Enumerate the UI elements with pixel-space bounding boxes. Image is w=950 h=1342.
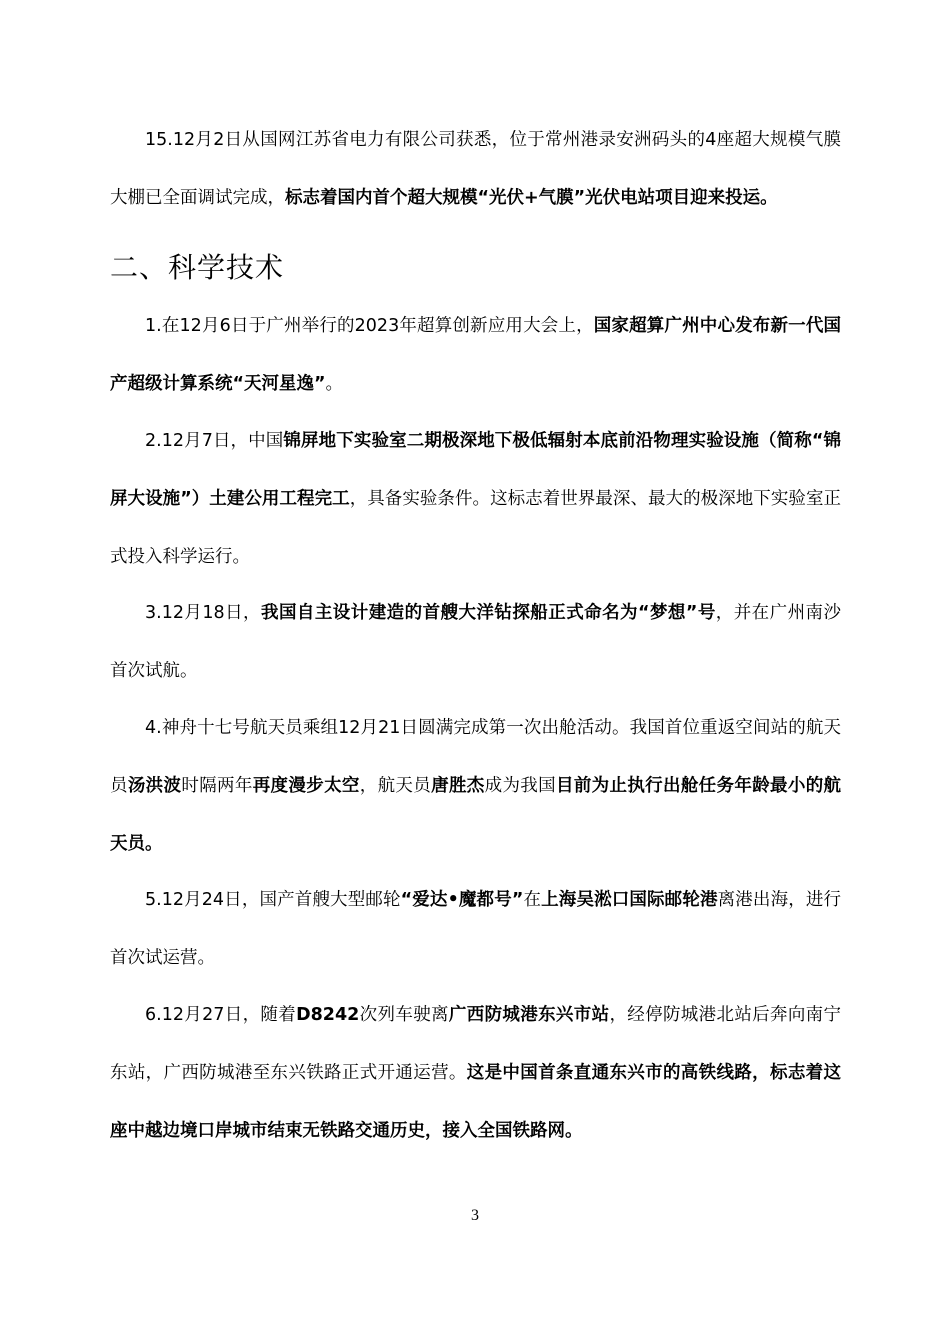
paragraph-item-4 bbox=[110, 699, 841, 873]
paragraph-text: 6.12月27日，随着 bbox=[145, 1005, 297, 1025]
paragraph-text: 4.神舟十七号航天员乘组12月21日圆满完成第一次出舱活动。我国首位重返空间站的航天员 bbox=[110, 718, 841, 796]
paragraph-text: ，并在广州南沙首次试航。 bbox=[110, 603, 841, 681]
paragraph-text: ，具备实验条件。这标志着世界最深、最大的极深地下实验室正式投入科学运行。 bbox=[110, 489, 841, 567]
paragraph-bold-text: 上海吴淞口国际邮轮港 bbox=[541, 890, 718, 910]
paragraph-item-3 bbox=[110, 584, 841, 700]
paragraph-text: 1.在12月6日于广州举行的2023年超算创新应用大会上， bbox=[145, 316, 594, 336]
paragraph-text: 在 bbox=[523, 890, 542, 910]
paragraph-item-6 bbox=[110, 986, 841, 1160]
section-heading: 二、科学技术 bbox=[110, 251, 285, 284]
paragraph-text: 3.12月18日， bbox=[145, 603, 261, 623]
paragraph-text: 15.12月2日从国网江苏省电力有限公司获悉，位于常州港录安洲码头的4座超大规模气膜大棚已全面调试完成， bbox=[110, 130, 841, 208]
paragraph-item-5 bbox=[110, 871, 841, 987]
paragraph-bold-text: 国家超算广州中心发布新一代国产超级计算系统“天河星逸” bbox=[110, 316, 841, 394]
paragraph-item-15 bbox=[110, 111, 841, 227]
paragraph-bold-text: 这是中国首条直通东兴市的高铁线路，标志着这座中越边境口岸城市结束无铁路交通历史，接入全国铁路网。 bbox=[110, 1063, 841, 1141]
paragraph-text: 离港出海，进行首次试运营。 bbox=[110, 890, 842, 968]
paragraph-bold-text: “爱达•魔都号” bbox=[400, 890, 524, 910]
paragraph-text: 2.12月7日，中国 bbox=[145, 431, 284, 451]
paragraph-text: 成为我国 bbox=[484, 776, 556, 796]
paragraph-bold-text: 目前为止执行出舱任务年龄最小的航天员。 bbox=[110, 776, 842, 854]
paragraph-item-2 bbox=[110, 412, 841, 586]
paragraph-bold-text: 锦屏地下实验室二期极深地下极低辐射本底前沿物理实验设施（简称“锦屏大设施”）土建公用工程完工 bbox=[110, 431, 842, 509]
paragraph-text: 5.12月24日，国产首艘大型邮轮 bbox=[145, 890, 401, 910]
paragraph-bold-text: 汤洪波 bbox=[127, 776, 182, 796]
paragraph-text: 次列车驶离 bbox=[359, 1005, 449, 1025]
paragraph-item-1 bbox=[110, 297, 841, 413]
paragraph-text: ，经停防城港北站后奔向南宁东站，广西防城港至东兴铁路正式开通运营。 bbox=[110, 1005, 842, 1083]
paragraph-bold-text: 再度漫步太空 bbox=[252, 776, 360, 796]
paragraph-text: 时隔两年 bbox=[181, 776, 253, 796]
paragraph-text: 。 bbox=[325, 374, 344, 394]
paragraph-text: ，航天员 bbox=[359, 776, 432, 796]
paragraph-bold-text: 标志着国内首个超大规模“光伏+气膜”光伏电站项目迎来投运。 bbox=[285, 188, 778, 208]
paragraph-bold-text: 我国自主设计建造的首艘大洋钻探船正式命名为“梦想”号 bbox=[261, 603, 716, 623]
paragraph-bold-text: 广西防城港东兴市站 bbox=[448, 1005, 610, 1025]
paragraph-bold-text: 唐胜杰 bbox=[431, 776, 485, 796]
page-number: 3 bbox=[471, 1207, 479, 1224]
paragraph-bold-text: D8242 bbox=[296, 1005, 360, 1025]
